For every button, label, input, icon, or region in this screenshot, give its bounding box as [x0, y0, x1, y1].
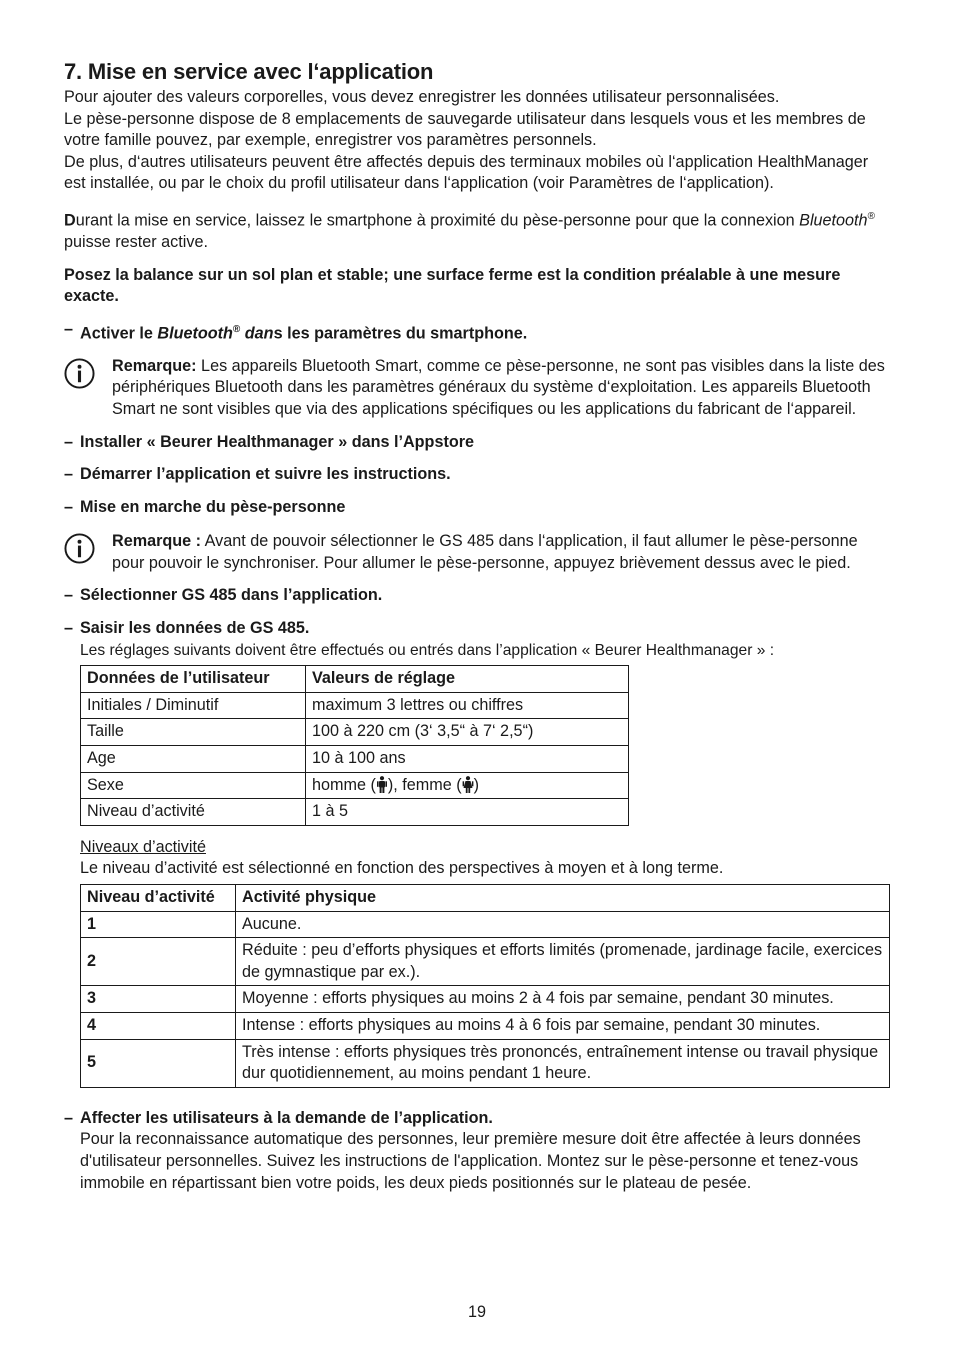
table-row [81, 746, 629, 773]
step-enter-data [64, 618, 890, 640]
column-header: Niveau d’activité [81, 885, 236, 912]
levels-heading: Niveaux d’activité [80, 837, 206, 856]
step7-description: Pour la reconnaissance automatique des personnes, leur première mesure doit être affectée à leurs données d'utilisateur personnelles. Suivez les instructions de l'application. Montez sur le pèse-personne et tenez-vous immobile en répartissant bien votre poids, les deux pieds positionnés sur le plateau de pesée. [80, 1130, 861, 1192]
column-header: Activité physique [236, 885, 890, 912]
dash: – [64, 497, 74, 516]
dash: – [64, 465, 74, 484]
table-row [81, 938, 890, 986]
table-cell: Sexe [81, 772, 306, 799]
dash: – [64, 619, 74, 638]
step3-text: Démarrer l’application et suivre les instructions. [80, 465, 451, 484]
step5-text: Sélectionner GS 485 dans l’application. [80, 586, 383, 605]
step7-text: Affecter les utilisateurs à la demande de l’application. [80, 1108, 493, 1127]
table-row [81, 1012, 890, 1039]
activity-levels-table [80, 884, 890, 1088]
table-cell: Intense : efforts physiques au moins 4 à 6 fois par semaine, pendant 30 minutes. [236, 1012, 890, 1039]
column-header: Valeurs de réglage [306, 666, 629, 693]
table-cell: 100 à 220 cm (3‘ 3,5“ à 7‘ 2,5“) [306, 719, 629, 746]
note-text: Avant de pouvoir sélectionner le GS 485 dans l‘application, il faut allumer le pèse-personne pour pouvoir le synchroniser. Pour allumer le pèse-personne, appuyez brièvement dessus avec le pied. [112, 532, 858, 572]
bluetooth-word: Bluetooth [799, 211, 868, 230]
note-label: Remarque : [112, 532, 202, 551]
table-cell: Age [81, 746, 306, 773]
bluetooth-text-a: urant la mise en service, laissez le smartphone à proximité du pèse-personne pour que la connexion [75, 211, 800, 230]
step-power-on [64, 497, 890, 519]
step-install-app [64, 432, 890, 454]
table-row [81, 719, 629, 746]
female-figure-icon [462, 776, 474, 793]
dash: – [64, 432, 74, 451]
dash: – [64, 1108, 74, 1127]
step6-description: Les réglages suivants doivent être effectués ou entrés dans l’application « Beurer Healthmanager » : [80, 641, 775, 659]
table-header-row [81, 885, 890, 912]
settings-table [80, 665, 629, 826]
table-cell: 3 [81, 986, 236, 1013]
bluetooth-text-b: puisse rester active. [64, 232, 208, 251]
page-number: 19 [467, 1303, 486, 1321]
registered-mark: ® [867, 210, 875, 222]
note-label: Remarque: [112, 356, 197, 375]
note-gs485 [64, 531, 890, 574]
step1-text-rest: s les paramètres du smartphone. [273, 324, 528, 343]
step1-bluetooth-word: Bluetooth [157, 324, 233, 343]
step1-text-a: Activer le [80, 324, 158, 343]
table-cell: Très intense : efforts physiques très prononcés, entraînement intense ou travail physique dur quotidiennement, au moins pendant 1 heure. [236, 1039, 890, 1087]
table-cell [306, 772, 629, 799]
step6-text: Saisir les données de GS 485. [80, 619, 310, 638]
dash: – [64, 319, 74, 338]
table-cell: Moyenne : efforts physiques au moins 2 à 4 fois par semaine, pendant 30 minutes. [236, 986, 890, 1013]
note-bluetooth-smart [64, 356, 890, 421]
table-row [81, 1039, 890, 1087]
table-cell: Aucune. [236, 911, 890, 938]
sex-male-text: homme ( [312, 775, 376, 794]
step1-dan: dan [240, 324, 274, 343]
page-content [64, 58, 890, 1194]
column-header: Données de l’utilisateur [81, 666, 306, 693]
levels-intro: Le niveau d’activité est sélectionné en fonction des perspectives à moyen et à long terme. [80, 859, 724, 878]
table-header-row [81, 666, 629, 693]
step4-text: Mise en marche du pèse-personne [80, 497, 346, 516]
table-row [81, 692, 629, 719]
registered-mark: ® [232, 323, 241, 335]
table-cell: Réduite : peu d’efforts physiques et efforts limités (promenade, jardinage facile, exercices de gymnastique par ex.). [236, 938, 890, 986]
table-cell: maximum 3 lettres ou chiffres [306, 692, 629, 719]
table-cell: 1 à 5 [306, 799, 629, 826]
dash: – [64, 586, 74, 605]
table-cell: 2 [81, 938, 236, 986]
table-cell: 1 [81, 911, 236, 938]
male-figure-icon [376, 776, 388, 793]
section-title: 7. Mise en service avec l‘application [64, 59, 434, 84]
warning-paragraph: Posez la balance sur un sol plan et stable; une surface ferme est la condition préalable à une mesure exacte. [64, 265, 841, 306]
sex-female-text: ), femme ( [387, 775, 462, 794]
step-start-app [64, 464, 890, 486]
step2-text: Installer « Beurer Healthmanager » dans l’Appstore [80, 432, 475, 451]
table-row [81, 911, 890, 938]
drop-letter: D [64, 211, 76, 230]
step-assign-users [64, 1108, 890, 1130]
sex-end-text: ) [473, 775, 480, 794]
note-text: Les appareils Bluetooth Smart, comme ce pèse-personne, ne sont pas visibles dans la liste des périphériques Bluetooth dans les paramètres généraux du système d‘exploitation. Les appareils Bluetooth Smart ne sont visibles que via des applications spécifiques ou les applications du fabricant de l‘appareil. [112, 356, 885, 418]
table-cell: Taille [81, 719, 306, 746]
info-icon [64, 533, 95, 564]
step-select-device [64, 585, 890, 607]
bluetooth-paragraph [64, 206, 890, 254]
table-cell: Niveau d’activité [81, 799, 306, 826]
intro-paragraph-2: Le pèse-personne dispose de 8 emplacements de sauvegarde utilisateur dans lesquels vous et les membres de votre famille pouvez, par exemple, enregistrer vos paramètres personnels. [64, 109, 866, 150]
table-row [81, 986, 890, 1013]
table-row [81, 772, 629, 799]
table-cell: Initiales / Diminutif [81, 692, 306, 719]
info-icon [64, 358, 95, 389]
table-row [81, 799, 629, 826]
intro-paragraph-3: De plus, d‘autres utilisateurs peuvent être affectés depuis des terminaux mobiles où l‘application HealthManager est installée, ou par le choix du profil utilisateur dans l‘application (voir Paramètres de l‘application). [64, 152, 869, 193]
step-activate-bluetooth [64, 319, 890, 345]
intro-paragraph-1: Pour ajouter des valeurs corporelles, vous devez enregistrer les données utilisateur personnalisées. [64, 88, 780, 106]
table-cell: 5 [81, 1039, 236, 1087]
table-cell: 10 à 100 ans [306, 746, 629, 773]
table-cell: 4 [81, 1012, 236, 1039]
